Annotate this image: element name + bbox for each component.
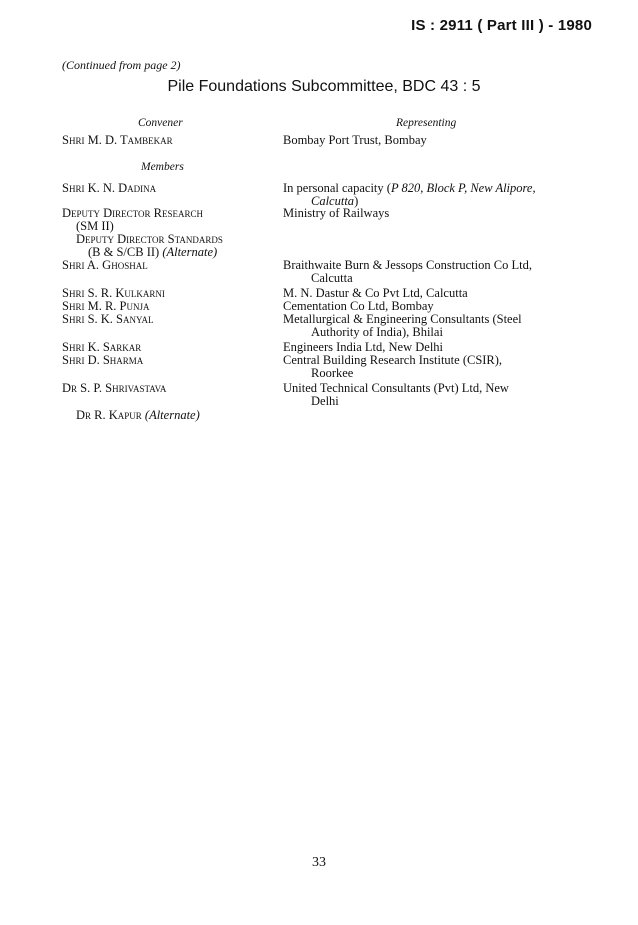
member-name: Shri S. R. Kulkarni	[62, 286, 165, 300]
member-representing: Braithwaite Burn & Jessops Construction Co Ltd,	[283, 258, 532, 272]
member-representing: Ministry of Railways	[283, 206, 390, 220]
member-representing: Cementation Co Ltd, Bombay	[283, 299, 434, 313]
alternate-name: Dr R. Kapur	[76, 408, 142, 422]
page-number: 33	[312, 855, 326, 870]
member-representing: Central Building Research Institute (CSIR),	[283, 353, 503, 367]
convener-heading: Convener	[138, 117, 183, 129]
member-representing-cont: Roorkee	[311, 366, 354, 380]
alternate-label: (Alternate)	[144, 408, 200, 422]
member-representing-cont: Delhi	[311, 394, 339, 408]
member-representing	[283, 181, 588, 195]
member-name: Shri K. N. Dadina	[62, 181, 157, 195]
rep-address: P 820, Block P, New Alipore,	[390, 181, 536, 195]
member-name: Deputy Director Research	[62, 206, 203, 220]
member-representing: Metallurgical & Engineering Consultants (Steel	[283, 312, 522, 326]
convener-representing: Bombay Port Trust, Bombay	[283, 133, 427, 147]
rep-address-city: Calcutta	[311, 194, 355, 208]
alternate-name-cont	[88, 245, 298, 259]
alternate-label: (Alternate)	[162, 245, 218, 259]
member-name: Shri A. Ghoshal	[62, 258, 148, 272]
member-name-cont: (SM II)	[76, 219, 114, 233]
member-name: Shri K. Sarkar	[62, 340, 142, 354]
rep-close-paren: )	[354, 194, 359, 208]
standard-reference: IS : 2911 ( Part III ) - 1980	[411, 17, 592, 34]
member-representing: United Technical Consultants (Pvt) Ltd, New	[283, 381, 509, 395]
members-heading: Members	[141, 161, 184, 173]
member-representing-cont: Calcutta	[311, 271, 353, 285]
member-representing-cont: Authority of India), Bhilai	[311, 325, 443, 339]
alternate-name: Deputy Director Standards	[76, 232, 223, 246]
convener-name: Shri M. D. Tambekar	[62, 133, 173, 147]
member-name: Shri M. R. Punja	[62, 299, 150, 313]
subcommittee-title: Pile Foundations Subcommittee, BDC 43 : 5	[167, 78, 481, 95]
member-representing: M. N. Dastur & Co Pvt Ltd, Calcutta	[283, 286, 468, 300]
member-representing: Engineers India Ltd, New Delhi	[283, 340, 444, 354]
alternate-unit: (B & S/CB II)	[88, 245, 160, 259]
rep-text: In personal capacity (	[283, 181, 391, 195]
member-name: Dr S. P. Shrivastava	[62, 381, 167, 395]
member-name: Shri S. K. Sanyal	[62, 312, 154, 326]
member-name: Shri D. Sharma	[62, 353, 144, 367]
alternate-entry	[76, 408, 306, 422]
representing-heading: Representing	[396, 117, 457, 129]
continued-note: (Continued from page 2)	[62, 58, 181, 72]
